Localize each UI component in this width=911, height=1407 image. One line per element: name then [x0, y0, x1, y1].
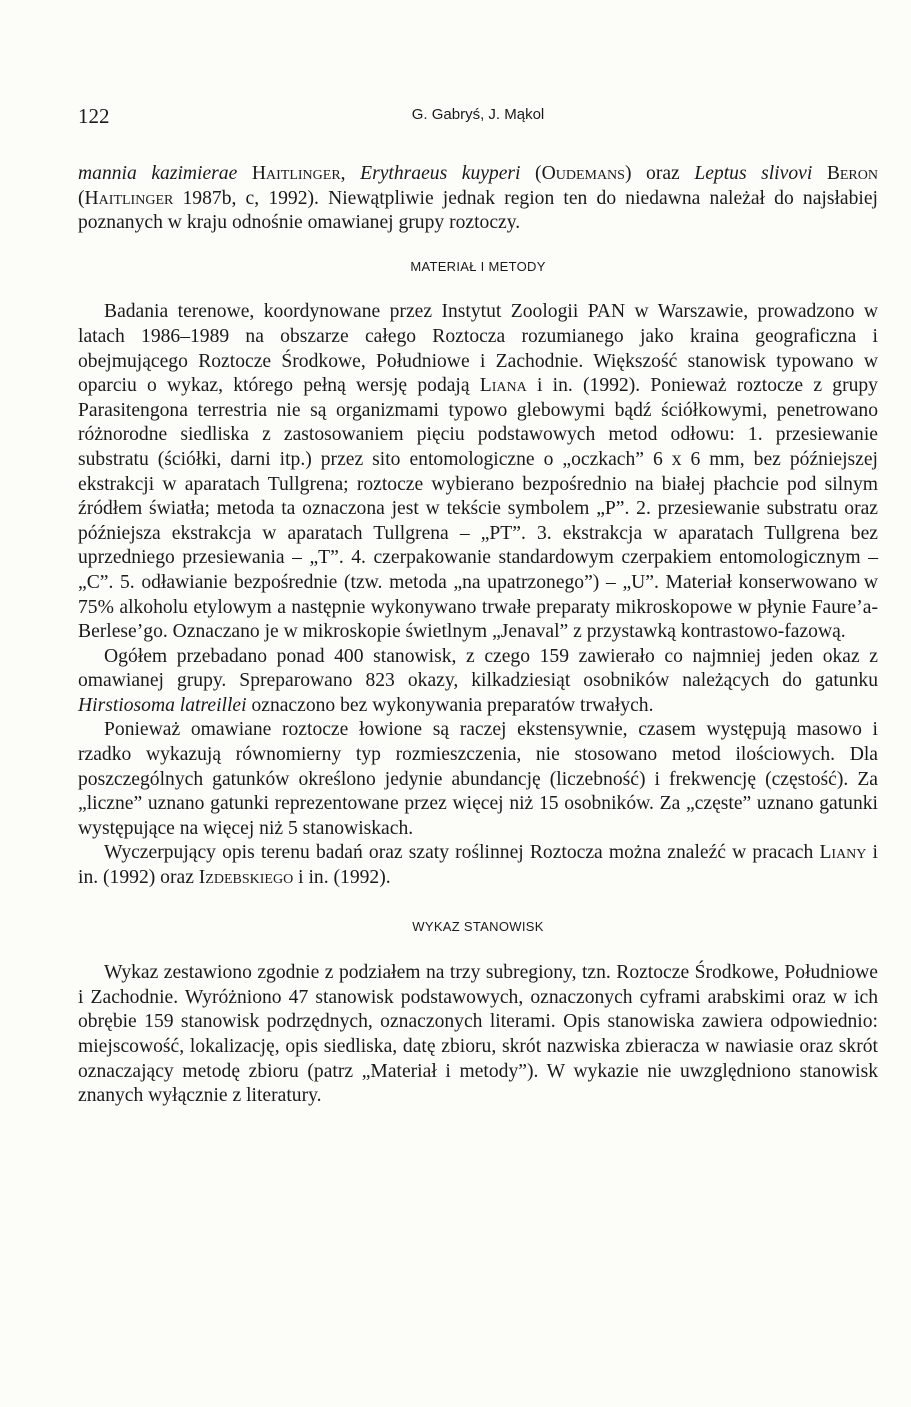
author-name: Haitlinger	[251, 163, 341, 184]
author-name: Oudemans	[541, 163, 625, 184]
author-name: Izdebskiego	[198, 867, 294, 889]
text-run: (	[520, 163, 542, 184]
page-number: 122	[78, 104, 110, 128]
author-name: Haitlinger	[84, 187, 174, 209]
text-run: Ogółem przebadano ponad 400 stanowisk, z czego 159 zawierało co najmniej jeden okaz z omawianej grupy. Spreparowano 823 okazy, kilkadziesiąt osobników należących do gatunku	[78, 645, 878, 692]
taxon-name: Leptus slivovi	[694, 163, 813, 184]
text-run: Wyczerpujący opis terenu badań oraz szaty roślinnej Roztocza można znaleźć w pracach	[104, 842, 820, 864]
text-run	[812, 163, 827, 184]
author-name: Liana	[479, 375, 527, 397]
intro-paragraph	[78, 162, 878, 236]
methods-paragraph-1	[78, 300, 878, 644]
site-list-paragraph: Wykaz zestawiono zgodnie z podziałem na trzy subregiony, tzn. Roztocze Środkowe, Południowe i Zachodnie. Wyróżniono 47 stanowisk podstawowych, oznaczonych cyframi arabskimi oraz w ich obrębie 159 stanowisk podrzędnych, oznaczonych literami. Opis stanowiska zawiera odpowiednio: miejscowość, lokalizację, opis siedliska, datę zbioru, skrót nazwiska zbieracza w nawiasie oraz skrót oznaczający metodę zbioru (patrz „Materiał i metody”). W wykazie nie uwzględniono stanowisk znanych wyłącznie z literatury.	[78, 962, 878, 1107]
text-run: i in. (1992). Ponieważ roztocze z grupy Parasitengona terrestria nie są organizmami typowo glebowymi bądź ściółkowymi, penetrowano różnorodne siedliska z zastosowaniem pięciu podstawowych metod odłowu: 1. przesiewanie substratu (ściółki, darni itp.) przez sito entomologiczne o „oczkach” 6 x 6 mm, bez późniejszej ekstrakcji w aparatach Tullgrena; roztocze wybierano bezpośrednio na białej płachcie pod silnym źródłem światła; metoda ta oznaczona jest w tekście symbolem „P”. 2. przesiewanie substratu oraz późniejsza ekstrakcja w aparatach Tullgrena – „PT”. 3. ekstrakcja w aparatach Tullgrena bez uprzedniego przesiewania – „T”. 4. czerpakowanie standardowym czerpakiem entomologicznym – „C”. 5. odławianie bezpośrednie (tzw. metoda „na upatrzonego”) – „U”. Materiał konserwowano w 75% alkoholu etylowym a następnie wykonywano trwałe preparaty mikroskopowe w płynie Faure’a-Berlese’go. Oznaczano je w mikroskopie świetlnym „Jenaval” z przystawką kontrastowo-fazową.	[78, 375, 878, 643]
section-heading-site-list: WYKAZ STANOWISK	[412, 918, 544, 934]
text-run: i in. (1992) oraz	[78, 842, 878, 889]
methods-paragraph-3: Ponieważ omawiane roztocze łowione są raczej ekstensywnie, czasem występują masowo i rzadko wykazują równomierny typ rozmieszczenia, nie stosowano metod ilościowych. Dla poszczególnych gatunków określono jedynie abundancję (liczebność) i frekwencję (częstość). Za „liczne” uznano gatunki reprezentowane przez więcej niż 15 osobników. Za „częste” uznano gatunki występujące na więcej niż 5 stanowiskach.	[78, 719, 878, 839]
section-heading-materials-methods: MATERIAŁ I METODY	[410, 258, 546, 274]
body-text	[78, 162, 878, 1109]
text-run: i in. (1992).	[293, 867, 391, 889]
page-header	[78, 104, 878, 132]
taxon-name: Hirstiosoma latreillei	[78, 694, 247, 716]
running-head-authors: G. Gabryś, J. Mąkol	[411, 106, 545, 123]
text-run: ) oraz	[624, 163, 695, 184]
taxon-name: Erythraeus kuyperi	[360, 163, 521, 184]
methods-paragraph-4	[78, 841, 878, 890]
author-name: Beron	[826, 163, 878, 184]
text-run: oznaczono bez wykonywania preparatów trwałych.	[246, 694, 654, 716]
taxon-name: mannia kazimierae	[78, 163, 238, 184]
author-name: Liany	[819, 842, 867, 864]
text-run: Badania terenowe, koordynowane przez Instytut Zoologii PAN w Warszawie, prowadzono w latach 1986–1989 na obszarze całego Roztocza rozumianego jako kraina geograficzna i obejmującego Roztocze Środkowe, Południowe i Zachodnie. Większość stanowisk typowano w oparciu o wykaz, którego pełną wersję podają	[78, 301, 878, 397]
text-run: ,	[340, 163, 361, 184]
text-run: 1987b, c, 1992). Niewątpliwie jednak region ten do niedawna należał do najsłabiej poznanych w kraju odnośnie omawianej grupy roztoczy.	[78, 187, 878, 234]
text-run: (	[78, 187, 85, 209]
methods-paragraph-2	[78, 645, 878, 719]
